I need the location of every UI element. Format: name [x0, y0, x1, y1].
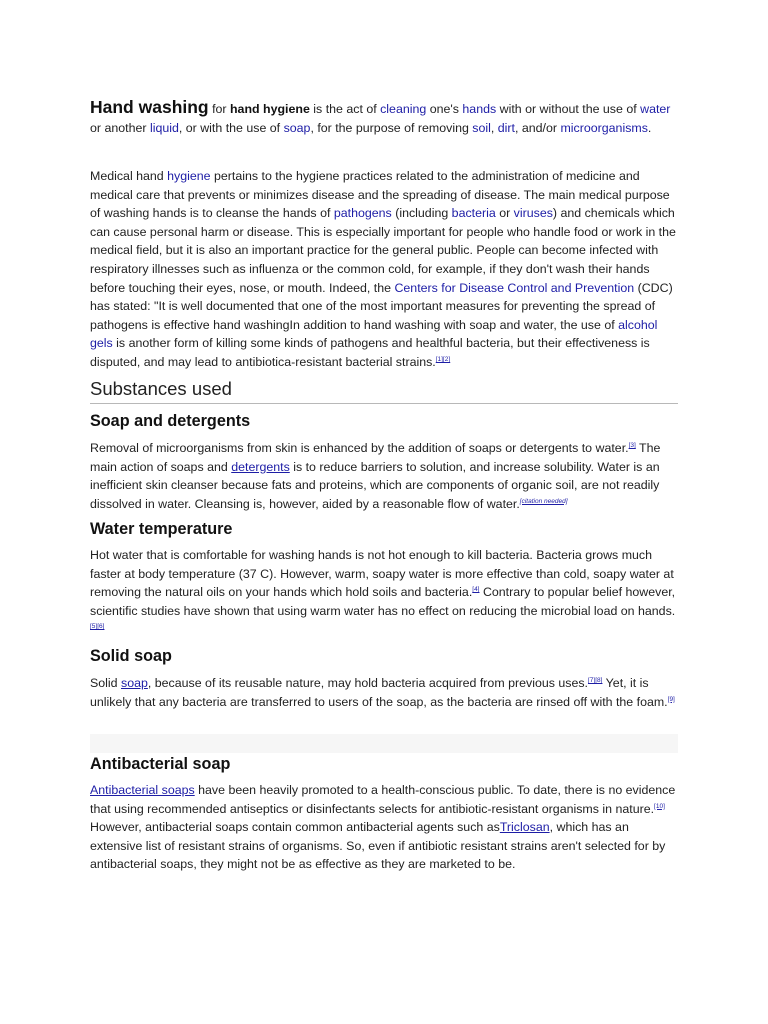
link-detergents[interactable]: detergents — [231, 459, 290, 474]
subheading-solid-soap: Solid soap — [90, 647, 172, 665]
citation-ref — [436, 356, 450, 363]
link-hygiene[interactable]: hygiene — [167, 169, 211, 183]
link-water[interactable]: water — [640, 102, 671, 116]
bold-term: hand hygiene — [229, 102, 310, 116]
ref-link-7-8[interactable]: [7][8] — [587, 677, 603, 684]
intro-paragraph: Hand washing for hand hygiene is the act of cleaning one's hands with or without the use of water or another liquid, or with the use of soap, for the purpose of removing soil, dirt, and/or microorganisms. — [90, 97, 671, 135]
subheading-antibacterial-soap: Antibacterial soap — [90, 755, 231, 773]
subheading-water-temperature: Water temperature — [90, 520, 233, 538]
link-hands[interactable]: hands — [462, 102, 497, 116]
intro-section — [90, 98, 678, 138]
ref-link-5-6[interactable]: [5][6] — [90, 623, 105, 631]
link-cleaning[interactable]: cleaning — [380, 102, 427, 116]
medical-section — [90, 167, 678, 372]
antibacterial-paragraph: Antibacterial soaps have been heavily promoted to a health-conscious public. To date, there is no evidence that using recommended antiseptics or disinfectants selects for antibiotic-resistant organisms in nature.[10] However, antibacterial soaps contain common antibacterial agents such asTriclosan, which has an extensive list of resistant strains of organisms. So, even if antibiotic resistant strains aren't selected for by antibacterial soaps, they might not be as effective as they are marketed to be. — [90, 783, 676, 872]
soap-detergents-section — [90, 439, 678, 513]
citation-needed-link[interactable]: [citation needed] — [519, 497, 568, 505]
link-soil[interactable]: soil — [472, 121, 491, 135]
link-soap-solid[interactable]: soap — [121, 676, 148, 690]
link-triclosan[interactable]: Triclosan — [499, 820, 550, 835]
water-temperature-section — [90, 546, 678, 639]
link-pathogens[interactable]: pathogens — [333, 206, 392, 221]
separator-band — [90, 734, 678, 753]
link-dirt[interactable]: dirt — [497, 121, 515, 135]
link-cdc[interactable]: Centers for Disease Control and Prevention — [394, 280, 635, 295]
ref-link-1-2[interactable]: [1][2] — [435, 355, 451, 363]
link-alcohol-gels[interactable]: alcohol gels — [90, 317, 658, 351]
article-title: Hand washing — [90, 97, 209, 117]
section-heading-substances: Substances used — [90, 377, 678, 404]
solid-soap-paragraph: Solid soap, because of its reusable nature, may hold bacteria acquired from previous uses.[7][8] Yet, it is unlikely that any bacteria are transferred to users of the soap, as the bacteria are rinsed off with the foam.[9] — [90, 676, 675, 709]
medical-paragraph: Medical hand hygiene pertains to the hygiene practices related to the administration of medicine and medical care that prevents or minimizes disease and the spreading of disease. The main medical purpose of washing hands is to cleanse the hands of pathogens (including bacteria or viruses) and chemicals which can cause personal harm or disease. This is especially important for people who handle food or work in the medical field, but it is also an important practice for the general public. People can become infected with respiratory illnesses such as influenza or the common cold, for example, if they don't wash their hands before touching their eyes, nose, or mouth. Indeed, the Centers for Disease Control and Prevention (CDC) has stated: "It is well documented that one of the most important measures for preventing the spread of pathogens is effective hand washingIn addition to hand washing with soap and water, the use of alcohol gels is another form of killing some kinds of pathogens and healthful bacteria, but their effectiveness is disputed, and may lead to antibiotica-resistant bacterial strains.[1][2] — [90, 169, 676, 369]
link-liquid[interactable]: liquid — [149, 121, 179, 135]
ref-link-10[interactable]: [10] — [654, 802, 665, 810]
link-bacteria[interactable]: bacteria — [451, 206, 496, 221]
link-antibacterial-soaps[interactable]: Antibacterial soaps — [90, 783, 195, 797]
ref-link-4[interactable]: [4] — [472, 586, 480, 594]
antibacterial-section — [90, 781, 678, 874]
ref-link-9[interactable]: [9] — [667, 695, 675, 703]
subheading-soap-detergents: Soap and detergents — [90, 412, 251, 430]
link-microorganisms[interactable]: microorganisms — [560, 121, 648, 135]
link-soap[interactable]: soap — [283, 121, 311, 135]
soap-detergents-paragraph: Removal of microorganisms from skin is enhanced by the addition of soaps or detergents to water.[3] The main action of soaps and detergents is to reduce barriers to solution, and increase solubility. Water is an inefficient skin cleanser because fats and proteins, which are components of organic soil, are not readily dissolved in water. Cleansing is, however, aided by a reasonable flow of water.[citation needed] — [90, 441, 661, 511]
link-viruses[interactable]: viruses — [513, 206, 553, 221]
water-temperature-paragraph: Hot water that is comfortable for washing hands is not hot enough to kill bacteria. Bacteria grows much faster at body temperature (37 C). However, warm, soapy water is more effective than cold, soapy water at removing the natural oils on your hands which hold soils and bacteria.[4] Contrary to popular belief however, scientific studies have shown that using warm water has no effect on reducing the microbial load on hands.[5][6] — [90, 548, 676, 631]
solid-soap-section — [90, 674, 678, 711]
ref-link-3[interactable]: [3] — [628, 442, 636, 449]
